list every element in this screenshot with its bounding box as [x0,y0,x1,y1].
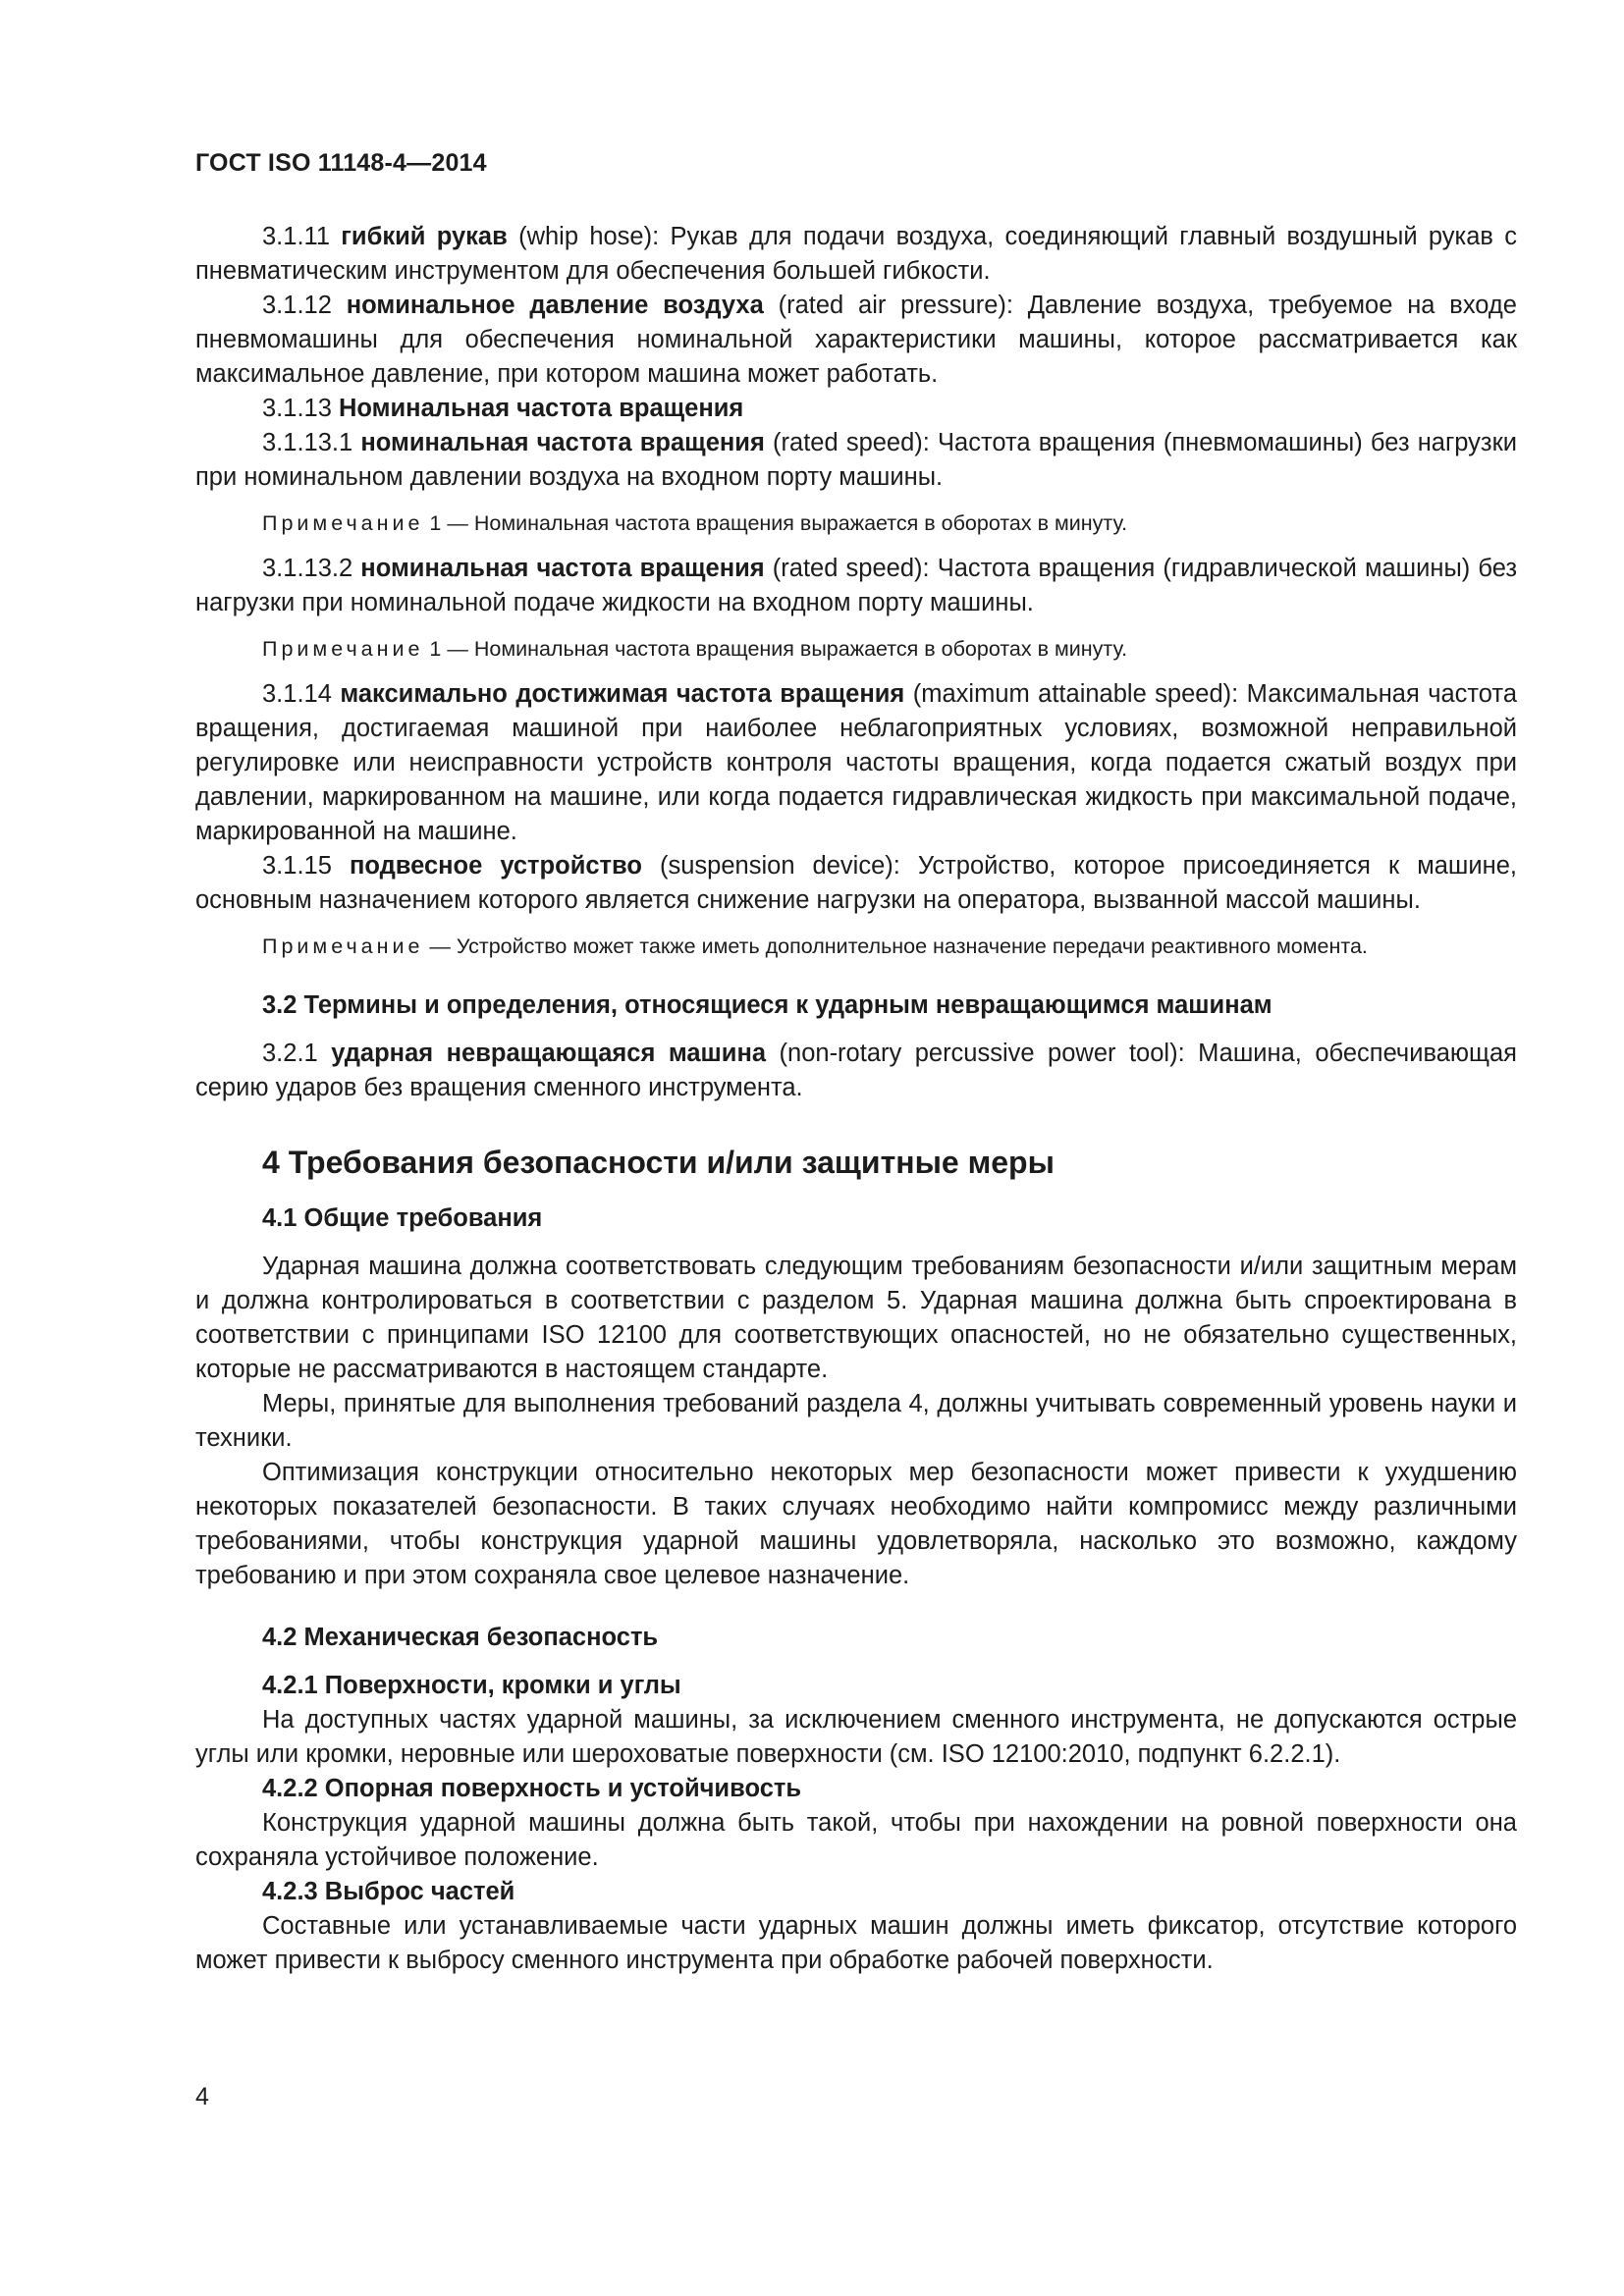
note-1 [195,508,1517,538]
clause-number: 3.1.13.2 [262,555,361,582]
paragraph-4-1-c: Оптимизация конструкции относительно некоторых мер безопасности может привести к ухудшению некоторых показателей безопасности. В таких случаях необходимо найти компромисс между различными требованиями, чтобы конструкция ударной машины удовлетворяла, насколько это возможно, каждому требованию и при этом сохраняла свое целевое назначение. [195,1459,1517,1589]
document-body [195,220,1517,1978]
clause-number: 3.1.13 [262,395,339,422]
clause-text: (whip hose): Рукав для подачи воздуха, соединяющий главный воздушный рукав с пневматическим инструментом для обеспечения большей гибкости. [195,223,1517,285]
clause-term: максимально достижимая частота вращения [340,680,905,708]
paragraph-4-1-b: Меры, принятые для выполнения требований раздела 4, должны учитывать современный уровень науки и техники. [195,1390,1517,1452]
clause-number: 3.1.14 [262,680,341,708]
note-text: 1 — Номинальная частота вращения выражается в оборотах в минуту. [423,511,1128,535]
section-4-2-1-heading: 4.2.1 Поверхности, кромки и углы [262,1672,681,1699]
note-label: Примечание [262,637,424,661]
clause-term: номинальная частота вращения [360,429,765,456]
note-text: 1 — Номинальная частота вращения выражается в оборотах в минуту. [423,637,1128,661]
clause-text: (rated speed): Частота вращения (пневмомашины) без нагрузки при номинальном давлении воздуха на входном порту машины. [195,429,1517,491]
section-4-1-heading: 4.1 Общие требования [262,1204,543,1232]
paragraph-4-2-1: На доступных частях ударной машины, за исключением сменного инструмента, не допускаются острые углы или кромки, неровные или шероховатые поверхности (см. ISO 12100:2010, подпункт 6.2.2.1). [195,1706,1517,1768]
paragraph-4-1-a: Ударная машина должна соответствовать следующим требованиям безопасности и/или защитным мерам и должна контролироваться в соответствии с разделом 5. Ударная машина должна быть спроектирована в соответствии с принципами ISO 12100 для соответствующих опасностей, но не обязательно существенных, которые не рассматриваются в настоящем стандарте. [195,1253,1517,1383]
clause-term: номинальная частота вращения [360,555,765,582]
section-4-2-2-heading: 4.2.2 Опорная поверхность и устойчивость [262,1775,802,1802]
page-number: 4 [195,2083,209,2110]
note-label: Примечание [262,934,424,958]
clause-text: (maximum attainable speed): Максимальная частота вращения, достигаемая машиной при наиболее неблагоприятных условиях, возможной неправильной регулировке или неисправности устройств контроля частоты вращения, когда подается сжатый воздух при давлении, маркированном на машине, или когда подается гидравлическая жидкость при максимальной подаче, маркированной на машине. [195,680,1517,845]
document-header: ГОСТ ISO 11148-4—2014 [195,149,487,177]
note-label: Примечание [262,511,424,535]
clause-3-1-15 [195,849,1517,918]
clause-text: (suspension device): Устройство, которое присоединяется к машине, основным назначением которого является снижение нагрузки на оператора, вызванной массой машины. [195,852,1517,914]
clause-term: Номинальная частота вращения [338,395,744,422]
section-4-2-3-heading: 4.2.3 Выброс частей [262,1878,515,1905]
clause-number: 3.1.12 [262,292,347,319]
clause-text: (rated speed): Частота вращения (гидравлической машины) без нагрузки при номинальной подаче жидкости на входном порту машины. [195,555,1518,616]
clause-term: номинальное давление воздуха [346,292,764,319]
clause-3-1-14 [195,677,1517,849]
clause-3-1-13-2 [195,552,1517,620]
clause-term: гибкий рукав [341,223,508,250]
note-text: — Устройство может также иметь дополнительное назначение передачи реактивного момента. [423,934,1368,958]
clause-term: ударная невращающаяся машина [331,1040,767,1067]
clause-3-2-1 [195,1037,1517,1105]
note-2 [195,634,1517,664]
clause-number: 3.2.1 [262,1040,332,1067]
clause-term: подвесное устройство [349,852,642,880]
clause-3-1-13 [195,392,1517,426]
section-4-2-heading: 4.2 Механическая безопасность [262,1624,659,1651]
clause-3-1-13-1 [195,426,1517,495]
paragraph-4-2-3: Составные или устанавливаемые части ударных машин должны иметь фиксатор, отсутствие которого может привести к выбросу сменного инструмента при обработке рабочей поверхности. [195,1912,1517,1974]
clause-3-1-12 [195,289,1517,392]
clause-text: (non-rotary percussive power tool): Машина, обеспечивающая серию ударов без вращения сменного инструмента. [195,1040,1517,1101]
clause-number: 3.1.11 [262,223,342,250]
clause-3-1-11 [195,220,1517,289]
paragraph-4-2-2: Конструкция ударной машины должна быть такой, чтобы при нахождении на ровной поверхности она сохраняла устойчивое положение. [195,1809,1517,1871]
note-3 [195,932,1517,961]
section-3-2-heading: 3.2 Термины и определения, относящиеся к ударным невращающимся машинам [262,991,1272,1019]
clause-text: (rated air pressure): Давление воздуха, требуемое на входе пневмомашины для обеспечения номинальной характеристики машины, которое рассматривается как максимальное давление, при котором машина может работать. [195,292,1517,388]
clause-number: 3.1.13.1 [262,429,361,456]
clause-number: 3.1.15 [262,852,350,880]
section-4-heading: 4 Требования безопасности и/или защитные меры [262,1145,1055,1180]
